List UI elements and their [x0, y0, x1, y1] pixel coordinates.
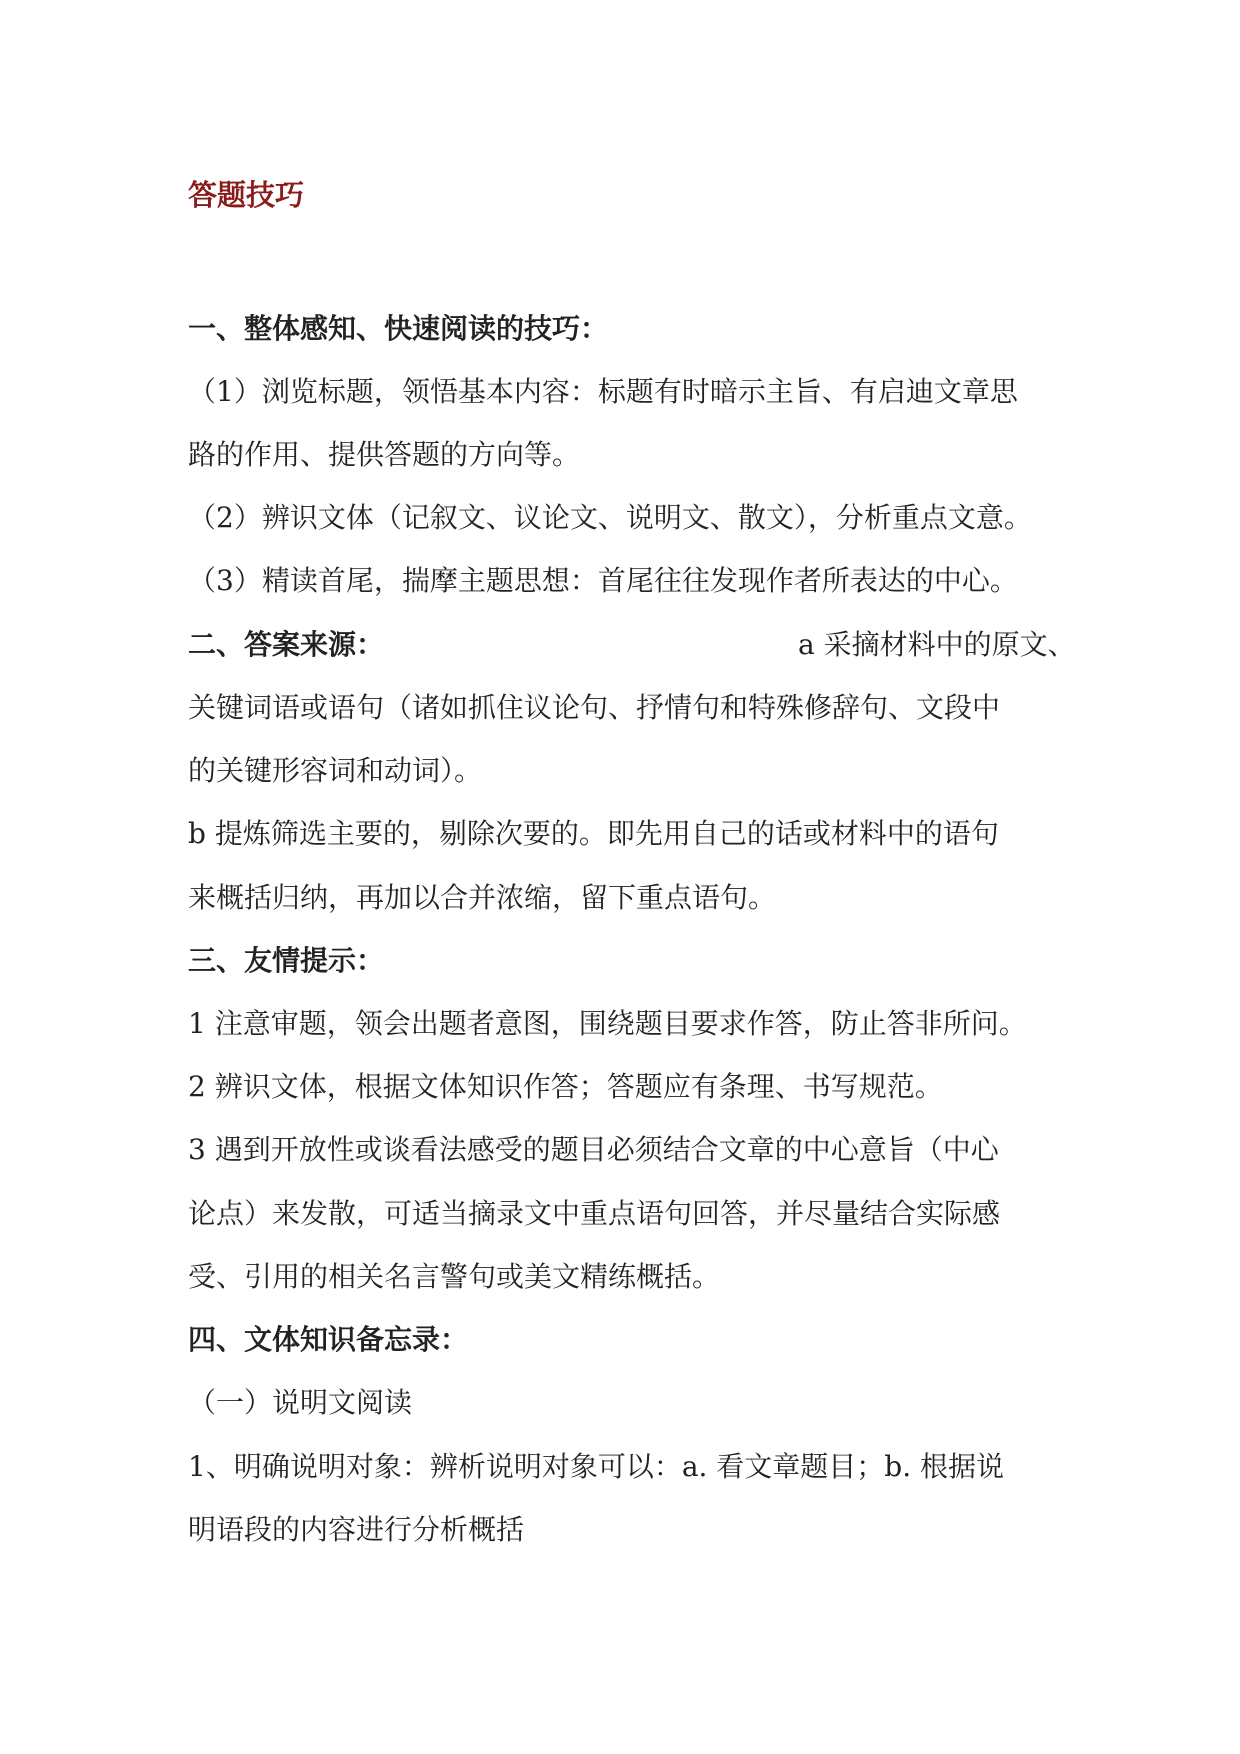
section1-heading: 一、整体感知、快速阅读的技巧：	[188, 312, 609, 345]
section4-sub1: （一）说明文阅读	[188, 1386, 413, 1419]
section4-item1-line2: 明语段的内容进行分析概括	[188, 1513, 525, 1546]
section3-tip2: 2 辨识文体，根据文体知识作答；答题应有条理、书写规范。	[188, 1070, 943, 1103]
section3-heading: 三、友情提示：	[188, 944, 385, 977]
section3-tip3-line2: 论点）来发散，可适当摘录文中重点语句回答，并尽量结合实际感	[188, 1197, 1001, 1230]
section2-heading: 二、答案来源：	[188, 628, 385, 661]
section2-b-line1: b 提炼筛选主要的，剔除次要的。即先用自己的话或材料中的语句	[188, 817, 999, 850]
document-title: 答题技巧	[188, 178, 305, 212]
section2-a-line2: 关键词语或语句（诸如抓住议论句、抒情句和特殊修辞句、文段中	[188, 691, 1001, 724]
section2-b-line2: 来概括归纳，再加以合并浓缩，留下重点语句。	[188, 881, 777, 914]
section3-tip3-line3: 受、引用的相关名言警句或美文精练概括。	[188, 1260, 721, 1293]
section1-item1-line2: 路的作用、提供答题的方向等。	[188, 438, 581, 471]
section3-tip3-line1: 3 遇到开放性或谈看法感受的题目必须结合文章的中心意旨（中心	[188, 1133, 999, 1166]
section1-item3: （3）精读首尾，揣摩主题思想：首尾往往发现作者所表达的中心。	[188, 564, 1018, 597]
section4-heading: 四、文体知识备忘录：	[188, 1323, 469, 1356]
section1-item2: （2）辨识文体（记叙文、议论文、说明文、散文），分析重点文意。	[188, 501, 1032, 534]
section1-item1-line1: （1）浏览标题，领悟基本内容：标题有时暗示主旨、有启迪文章思	[188, 375, 1018, 408]
section4-item1-line1: 1、明确说明对象：辨析说明对象可以：a. 看文章题目；b. 根据说	[188, 1450, 1005, 1483]
section2-a-line3: 的关键形容词和动词）。	[188, 754, 483, 787]
section2-a-line1: a 采摘材料中的原文、	[798, 628, 1076, 661]
section3-tip1: 1 注意审题，领会出题者意图，围绕题目要求作答，防止答非所问。	[188, 1007, 1027, 1040]
